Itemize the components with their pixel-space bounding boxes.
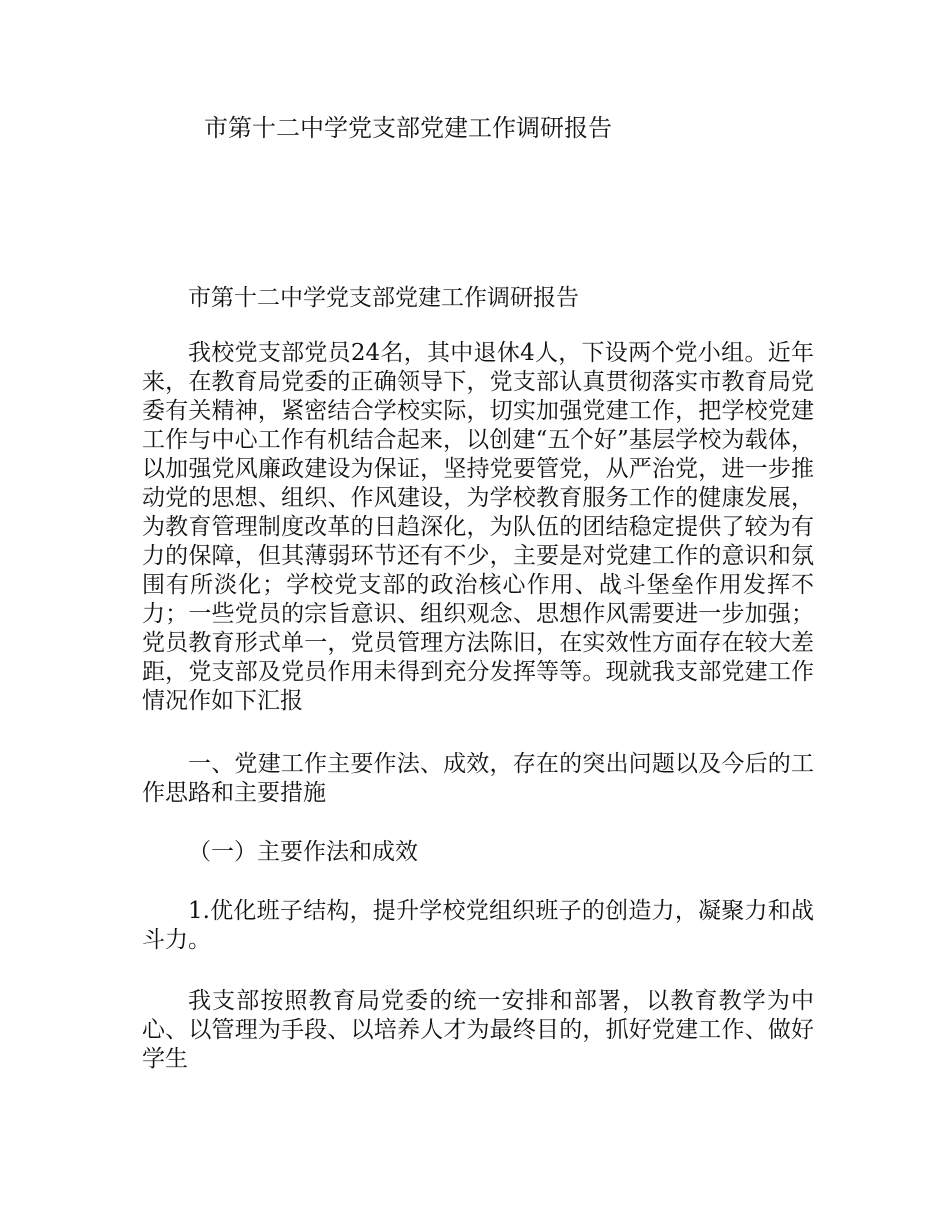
subsection-heading: （一）主要作法和成效 bbox=[188, 839, 418, 865]
intro-paragraph: 我校党支部党员24名，其中退休4人，下设两个党小组。近年来，在教育局党委的正确领导下，党支部认真贯彻落实市教育局党委有关精神，紧密结合学校实际，切实加强党建工作，把学校党建工作与中心工作有机结合起来，以创建“五个好”基层学校为载体，以加强党风廉政建设为保证，坚持党要管党，从严治党，进一步推动党的思想、组织、作风建设，为学校教育服务工作的健康发展，为教育管理制度改革的日趋深化，为队伍的团结稳定提供了较为有力的保障，但其薄弱环节还有不少，主要是对党建工作的意识和氛围有所淡化；学校党支部的政治核心作用、战斗堡垒作用发挥不力；一些党员的宗旨意识、组织观念、思想作风需要进一步加强；党员教育形式单一，党员管理方法陈旧，在实效性方面存在较大差距，党支部及党员作用未得到充分发挥等等。现就我支部党建工作情况作如下汇报 bbox=[142, 340, 814, 714]
item-heading: 1.优化班子结构，提升学校党组织班子的创造力，凝聚力和战斗力。 bbox=[142, 898, 814, 953]
document-body bbox=[142, 284, 814, 1074]
body-paragraph: 我支部按照教育局党委的统一安排和部署，以教育教学为中心、以管理为手段、以培养人才为最终目的，抓好党建工作、做好学生 bbox=[142, 988, 814, 1072]
cover-title: 市第十二中学党支部党建工作调研报告 bbox=[204, 114, 612, 142]
section-heading: 市第十二中学党支部党建工作调研报告 bbox=[188, 285, 579, 311]
chapter-heading: 一、党建工作主要作法、成效，存在的突出问题以及今后的工作思路和主要措施 bbox=[142, 751, 814, 806]
